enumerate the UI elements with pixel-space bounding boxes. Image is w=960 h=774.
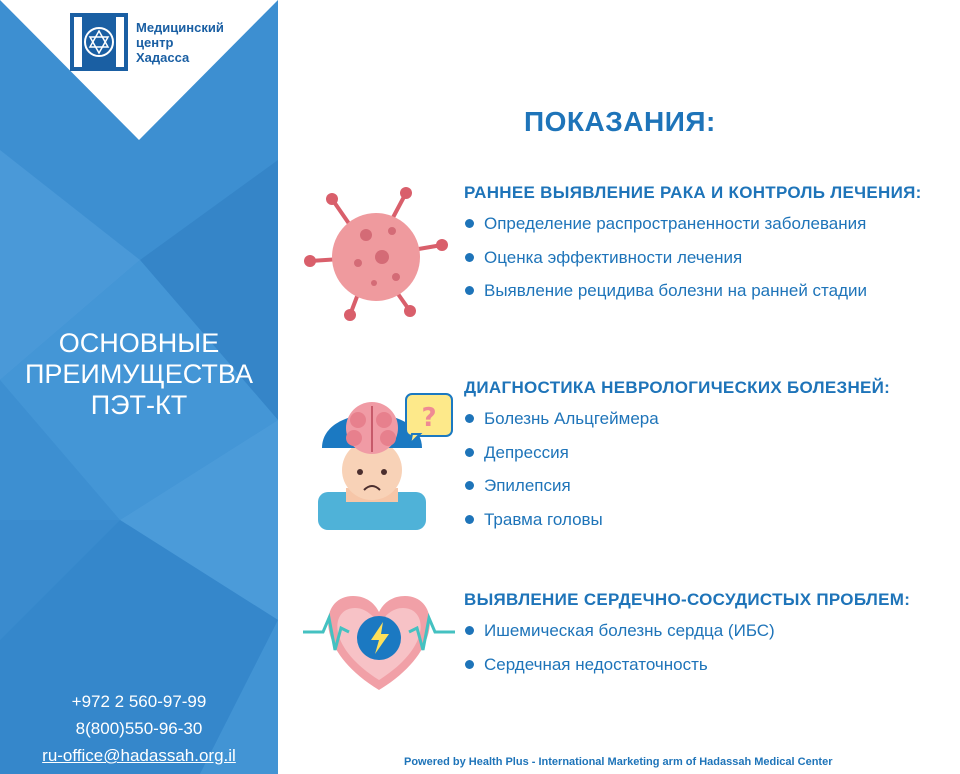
logo-line-3: Хадасса [136, 49, 190, 65]
logo-line-2: центр [136, 34, 174, 50]
phone-1[interactable]: +972 2 560-97-99 [71, 692, 207, 711]
panel-title-line-2: ПРЕИМУЩЕСТВА [24, 359, 253, 389]
list-item: Ишемическая болезнь сердца (ИБС) [464, 620, 910, 654]
bullet-list [464, 620, 910, 687]
section-title: РАННЕЕ ВЫЯВЛЕНИЕ РАКА И КОНТРОЛЬ ЛЕЧЕНИЯ: [464, 183, 922, 202]
logo-line-1: Медицинский [136, 19, 224, 35]
list-item: Определение распространенности заболевания [464, 213, 922, 247]
list-item: Болезнь Альцгеймера [464, 408, 890, 442]
list-item: Эпилепсия [464, 475, 890, 509]
page-heading: ПОКАЗАНИЯ: [524, 106, 716, 137]
list-item: Оценка эффективности лечения [464, 247, 922, 281]
bullet-list [464, 213, 922, 314]
section-neuro [464, 378, 890, 542]
list-item: Выявление рецидива болезни на ранней стадии [464, 280, 922, 314]
logo-text [136, 20, 224, 65]
footer-credit: Powered by Health Plus - International Marketing arm of Hadassah Medical Center [404, 756, 833, 768]
virus-icon [300, 185, 455, 330]
left-panel [0, 0, 278, 774]
hadassah-emblem-icon [70, 13, 128, 71]
phone-2[interactable]: 8(800)550-96-30 [75, 719, 203, 738]
section-cancer [464, 183, 922, 314]
list-item: Травма головы [464, 509, 890, 543]
panel-title [0, 328, 278, 421]
panel-title-line-1: ОСНОВНЫЕ [58, 328, 220, 358]
heart-pulse-icon [303, 588, 455, 698]
section-title: ДИАГНОСТИКА НЕВРОЛОГИЧЕСКИХ БОЛЕЗНЕЙ: [464, 378, 891, 397]
list-item: Сердечная недостаточность [464, 654, 910, 688]
section-title: ВЫЯВЛЕНИЕ СЕРДЕЧНО-СОСУДИСТЫХ ПРОБЛЕМ: [464, 590, 911, 609]
list-item: Депрессия [464, 442, 890, 476]
brain-head-icon [312, 388, 457, 533]
email-link[interactable]: ru-office@hadassah.org.il [42, 746, 236, 765]
section-cardio [464, 590, 910, 687]
bullet-list [464, 408, 890, 542]
contacts [0, 688, 278, 769]
svg-text:?: ? [421, 403, 437, 433]
panel-title-line-3: ПЭТ-КТ [90, 390, 188, 420]
hadassah-logo [70, 13, 232, 71]
